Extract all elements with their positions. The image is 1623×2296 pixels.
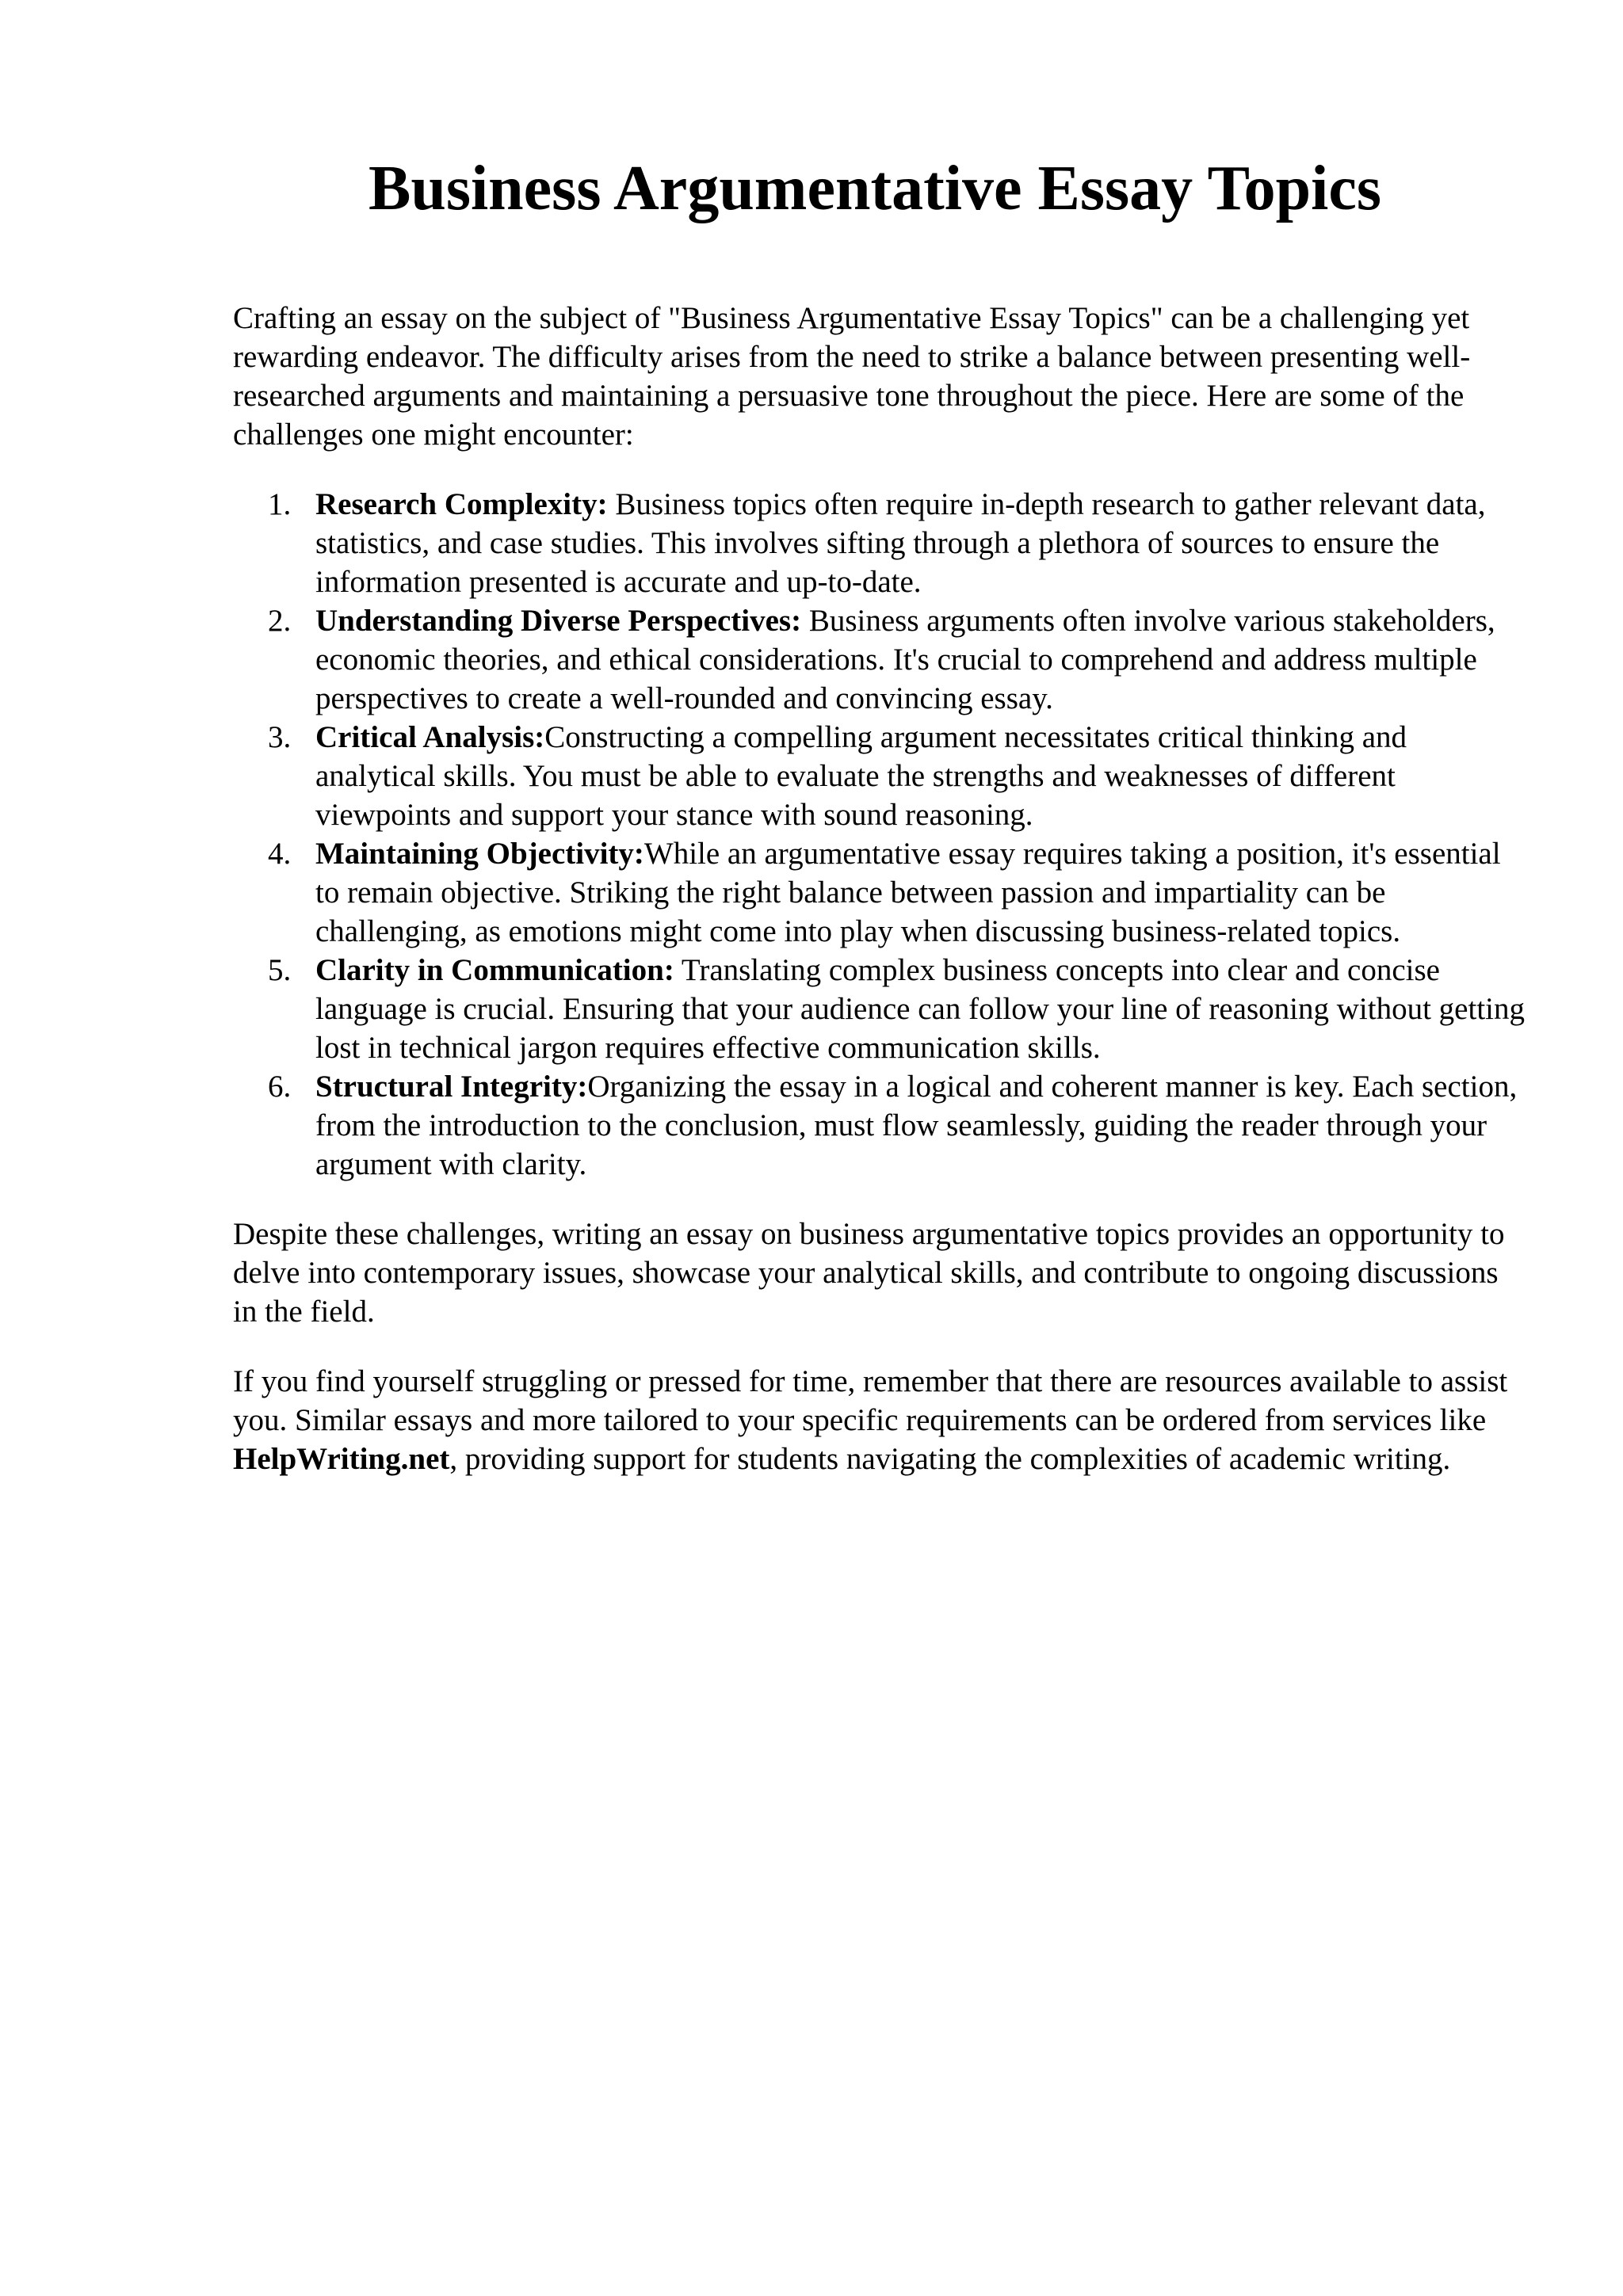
list-item xyxy=(233,485,1525,601)
list-item-number: 5. xyxy=(268,953,292,987)
list-item xyxy=(233,718,1525,834)
list-item-number: 6. xyxy=(268,1070,292,1104)
list-item xyxy=(233,1067,1525,1184)
list-item-term: Structural Integrity: xyxy=(315,1070,588,1104)
intro-paragraph: Crafting an essay on the subject of "Business Argumentative Essay Topics" can be a challenging yet rewarding endeavor. The difficulty arises from the need to strike a balance between presenting well-researched arguments and maintaining a persuasive tone throughout the piece. Here are some of the challenges one might encounter: xyxy=(233,301,1471,452)
list-item-text: Organizing the essay in a logical and coherent manner is key. Each section, from the introduction to the conclusion, must flow seamlessly, guiding the reader through your argument with clarity. xyxy=(315,1070,1518,1181)
list-item-text: While an argumentative essay requires taking a position, it's essential to remain objective. Striking the right balance between passion and impartiality can be challenging, as emotions might come into play when discussing business-related topics. xyxy=(315,837,1501,948)
list-item xyxy=(233,834,1525,951)
challenges-list xyxy=(233,485,1525,1184)
list-item xyxy=(233,951,1525,1067)
page-title: Business Argumentative Essay Topics xyxy=(368,154,1382,223)
list-item-term: Maintaining Objectivity: xyxy=(315,837,644,871)
list-item-text: Business topics often require in-depth research to gather relevant data, statistics, and case studies. This involves sifting through a plethora of sources to ensure the information presented is accurate and up-to-date. xyxy=(315,487,1486,599)
list-item-number: 2. xyxy=(268,604,292,638)
final-paragraph xyxy=(233,1362,1525,1478)
list-item-term: Research Complexity: xyxy=(315,487,608,521)
closing-paragraph: Despite these challenges, writing an essay on business argumentative topics provides an opportunity to delve into contemporary issues, showcase your analytical skills, and contribute to ongoing discussions in the field. xyxy=(233,1217,1505,1329)
list-item-term: Understanding Diverse Perspectives: xyxy=(315,604,802,638)
final-paragraph-text: If you find yourself struggling or pressed for time, remember that there are resources available to assist you. Similar essays and more tailored to your specific requirements can be ordered from services like xyxy=(233,1364,1508,1437)
list-item xyxy=(233,601,1525,718)
list-item-number: 4. xyxy=(268,837,292,871)
list-item-number: 3. xyxy=(268,720,292,754)
list-item-text: Constructing a compelling argument necessitates critical thinking and analytical skills. You must be able to evaluate the strengths and weaknesses of different viewpoints and support your stance with sound reasoning. xyxy=(315,720,1407,832)
list-item-term: Clarity in Communication: xyxy=(315,953,674,987)
helpwriting-link[interactable]: HelpWriting.net xyxy=(233,1442,450,1476)
list-item-number: 1. xyxy=(268,487,292,521)
list-item-text: Business arguments often involve various stakeholders, economic theories, and ethical considerations. It's crucial to comprehend and address multiple perspectives to create a well-rounded and convincing essay. xyxy=(315,604,1495,715)
list-item-term: Critical Analysis: xyxy=(315,720,545,754)
final-paragraph-text-end: , providing support for students navigating the complexities of academic writing. xyxy=(449,1442,1451,1476)
list-item-text: Translating complex business concepts into clear and concise language is crucial. Ensuring that your audience can follow your line of reasoning without getting lost in technical jargon requires effective communication skills. xyxy=(315,953,1525,1065)
document-body xyxy=(233,299,1525,1509)
